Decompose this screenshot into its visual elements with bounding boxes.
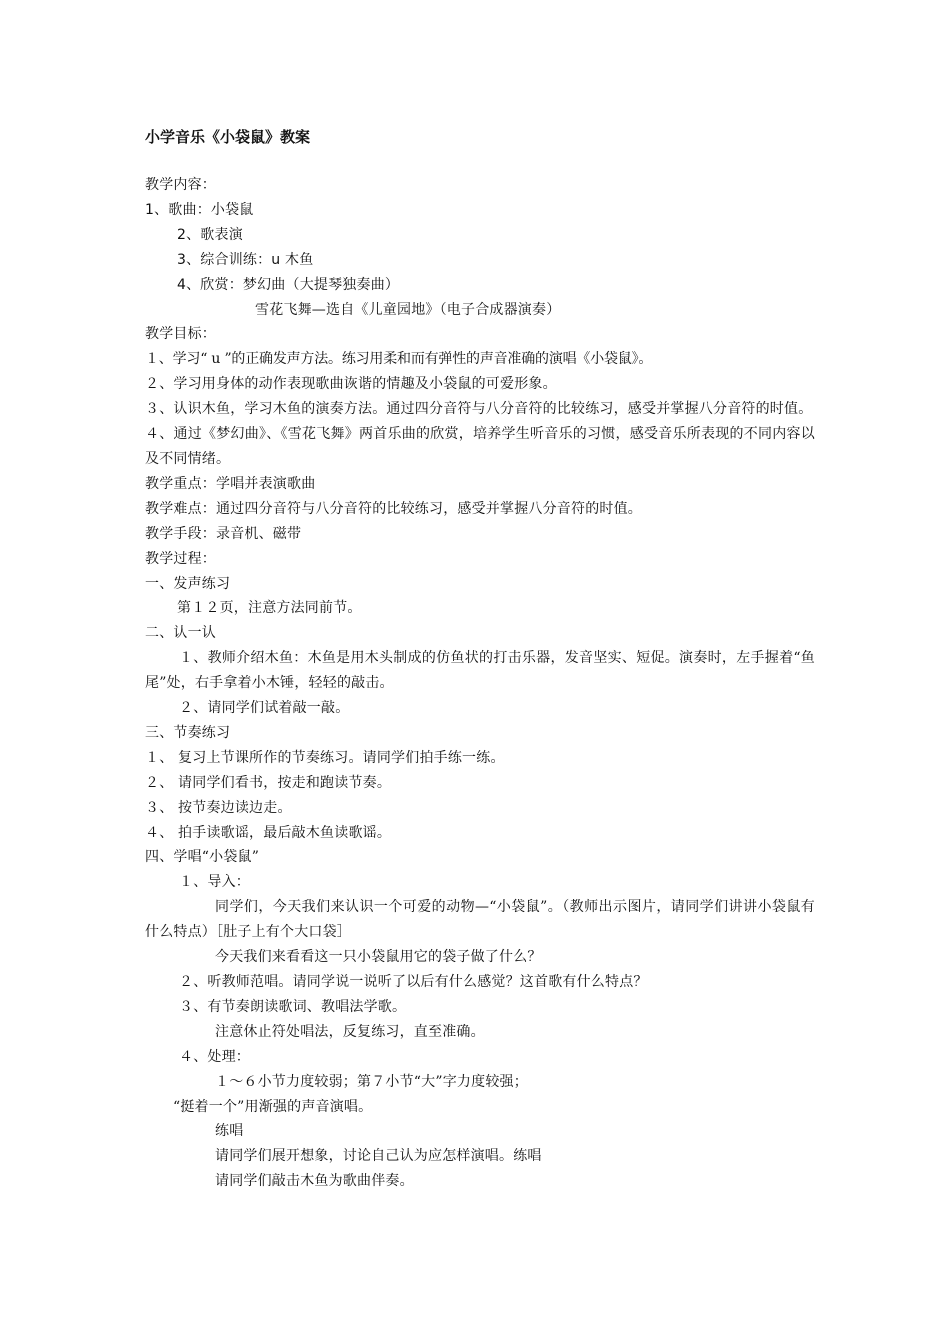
process-text: ４、处理：	[179, 1048, 250, 1065]
process-text: 注意休止符处唱法，反复练习，直至准确。	[215, 1023, 485, 1040]
process-text: １、导入：	[179, 874, 250, 891]
content-item: 雪花飞舞—选自《儿童园地》（电子合成器演奏）	[255, 301, 561, 318]
difficult-point: 教学难点：通过四分音符与八分音符的比较练习，感受并掌握八分音符的时值。	[145, 500, 642, 517]
objective-item: ３、认识木鱼，学习木鱼的演奏方法。通过四分音符与八分音符的比较练习，感受并掌握八分音符的时值。	[145, 401, 813, 418]
content-item: 2、歌表演	[177, 226, 243, 243]
process-text: １～６小节力度较弱；第７小节“大”字力度较强；	[215, 1073, 528, 1090]
process-text: 请同学们敲击木鱼为歌曲伴奏。	[215, 1173, 414, 1190]
content-item: 3、综合训练：u 木鱼	[177, 251, 314, 268]
teaching-means: 教学手段：录音机、磁带	[145, 525, 302, 542]
process-text: ４、 拍手读歌谣，最后敲木鱼读歌谣。	[145, 824, 392, 841]
objective-item: １、学习“ u ”的正确发声方法。练习用柔和而有弹性的声音准确的演唱《小袋鼠》。	[145, 351, 653, 368]
section-heading: 教学目标：	[145, 326, 216, 343]
process-text: ３、 按节奏边读边走。	[145, 799, 292, 816]
process-heading: 一、发声练习	[145, 575, 231, 592]
process-text: 练唱	[215, 1123, 244, 1140]
content-item: 1、歌曲：小袋鼠	[145, 201, 254, 218]
process-text: 同学们，今天我们来认识一个可爱的动物—“小袋鼠”。（教师出示图片，请同学们讲讲小袋鼠有什么特点）［肚子上有个大口袋］	[145, 899, 815, 941]
process-heading: 三、节奏练习	[145, 724, 231, 741]
process-text: 今天我们来看看这一只小袋鼠用它的袋子做了什么？	[215, 949, 542, 966]
process-text: 第１２页，注意方法同前节。	[177, 600, 362, 617]
objective-item: ４、通过《梦幻曲》、《雪花飞舞》两首乐曲的欣赏，培养学生听音乐的习惯，感受音乐所表现的不同内容以及不同情绪。	[145, 426, 815, 467]
process-text: １、 复习上节课所作的节奏练习。请同学们拍手练一练。	[145, 749, 505, 766]
process-text: 请同学们展开想象，讨论自己认为应怎样演唱。练唱	[215, 1148, 542, 1165]
process-text: ２、听教师范唱。请同学说一说听了以后有什么感觉？这首歌有什么特点？	[179, 974, 648, 990]
process-text: ２、请同学们试着敲一敲。	[179, 700, 350, 717]
document-title: 小学音乐《小袋鼠》教案	[145, 128, 311, 146]
process-heading: 二、认一认	[145, 625, 216, 642]
process-text: “挺着一个”用渐强的声音演唱。	[173, 1098, 373, 1115]
document-body	[145, 173, 815, 1194]
objective-item: ２、学习用身体的动作表现歌曲诙谐的情趣及小袋鼠的可爱形象。	[145, 376, 557, 393]
section-heading: 教学过程：	[145, 550, 216, 567]
process-text: １、教师介绍木鱼：木鱼是用木头制成的仿鱼状的打击乐器，发音坚实、短促。演奏时，左手握着“鱼尾”处，右手拿着小木锤，轻轻的敲击。	[145, 650, 815, 692]
content-item: 4、欣赏：梦幻曲（大提琴独奏曲）	[177, 276, 400, 293]
key-point: 教学重点：学唱并表演歌曲	[145, 475, 316, 492]
process-text: ３、有节奏朗读歌词、教唱法学歌。	[179, 998, 407, 1015]
process-text: ２、 请同学们看书，按走和跑读节奏。	[145, 774, 392, 791]
section-heading: 教学内容：	[145, 177, 216, 193]
process-heading: 四、学唱“小袋鼠”	[145, 849, 260, 866]
